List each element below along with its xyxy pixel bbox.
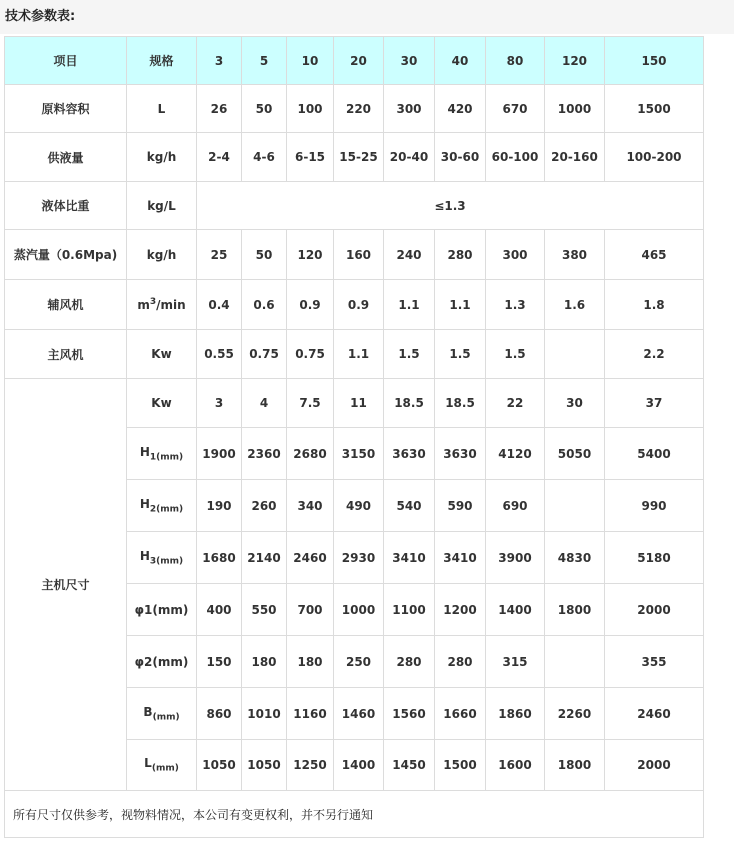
item-label: 蒸汽量（0.6Mpa) [5,230,127,280]
value-cell: 22 [486,379,545,428]
value-cell: 15-25 [334,133,384,182]
value-cell: 160 [334,230,384,280]
value-cell: 860 [197,688,242,740]
value-cell: 590 [435,480,486,532]
table-row [5,85,704,133]
value-cell: 250 [334,636,384,688]
item-label: 主风机 [5,330,127,379]
value-cell: 0.9 [287,280,334,330]
value-cell: 315 [486,636,545,688]
value-cell: 2140 [242,532,287,584]
value-cell: 180 [242,636,287,688]
value-cell: 355 [605,636,704,688]
footer-row [5,791,704,838]
value-cell: 0.75 [287,330,334,379]
value-cell: 300 [486,230,545,280]
unit-cell: kg/h [127,133,197,182]
value-cell: 220 [334,85,384,133]
value-cell: 1660 [435,688,486,740]
value-cell: 50 [242,230,287,280]
unit-cell: Kw [127,330,197,379]
unit-cell [127,480,197,532]
value-cell: 30 [545,379,605,428]
value-cell: 490 [334,480,384,532]
value-cell: 0.55 [197,330,242,379]
value-cell: 2460 [287,532,334,584]
value-cell: 3410 [435,532,486,584]
value-cell: 30-60 [435,133,486,182]
page-title: 技术参数表: [0,0,734,34]
table-row [5,330,704,379]
value-cell: 1560 [384,688,435,740]
spec-table [4,36,704,838]
value-cell: 1500 [435,740,486,791]
item-label: 原料容积 [5,85,127,133]
value-cell: 1000 [545,85,605,133]
unit-main: B [143,704,153,719]
value-cell: 1500 [605,85,704,133]
value-cell: 2360 [242,428,287,480]
value-cell: 4-6 [242,133,287,182]
value-cell: 2000 [605,740,704,791]
value-cell: 990 [605,480,704,532]
unit-cell: kg/h [127,230,197,280]
value-cell: 1400 [486,584,545,636]
value-cell [545,480,605,532]
value-cell: 3900 [486,532,545,584]
main-size-label: 主机尺寸 [5,379,127,791]
unit-sub: 2(mm) [149,504,184,515]
value-cell: 1.1 [435,280,486,330]
value-cell: 0.6 [242,280,287,330]
value-cell: 0.9 [334,280,384,330]
value-cell: 2680 [287,428,334,480]
column-header: 3 [197,37,242,85]
unit-main: Kw [151,396,172,410]
unit-sub: 1(mm) [149,452,184,463]
value-cell: 5400 [605,428,704,480]
value-cell: 2000 [605,584,704,636]
value-cell: 260 [242,480,287,532]
value-cell: 300 [384,85,435,133]
value-cell: 4 [242,379,287,428]
value-cell: 465 [605,230,704,280]
value-cell: 1100 [384,584,435,636]
unit-sub: (mm) [152,712,180,723]
value-cell: 100-200 [605,133,704,182]
value-cell: 4120 [486,428,545,480]
unit-cell: kg/L [127,182,197,230]
value-cell: 7.5 [287,379,334,428]
value-cell: 150 [197,636,242,688]
value-cell: 50 [242,85,287,133]
value-cell: 20-160 [545,133,605,182]
unit-main: φ1(mm) [134,602,189,617]
value-cell: 6-15 [287,133,334,182]
column-header: 80 [486,37,545,85]
unit-cell [127,280,197,330]
unit-cell [127,532,197,584]
value-cell: 1800 [545,584,605,636]
column-header: 项目 [5,37,127,85]
value-cell [545,330,605,379]
value-cell: 1.5 [486,330,545,379]
value-cell: 1.8 [605,280,704,330]
value-cell: 3150 [334,428,384,480]
value-cell: 190 [197,480,242,532]
value-cell: 1.5 [384,330,435,379]
value-cell: 1.1 [384,280,435,330]
value-cell: 400 [197,584,242,636]
unit-sub: (mm) [151,763,179,774]
value-cell: 0.4 [197,280,242,330]
value-cell: 1160 [287,688,334,740]
value-cell: 1.1 [334,330,384,379]
column-header: 30 [384,37,435,85]
value-cell: 0.75 [242,330,287,379]
value-cell [545,636,605,688]
value-cell: 1460 [334,688,384,740]
value-cell: 670 [486,85,545,133]
value-cell: 3630 [435,428,486,480]
unit-main: L [144,756,152,771]
unit-sup: 3 [149,297,157,307]
value-cell: 18.5 [384,379,435,428]
value-cell: 690 [486,480,545,532]
unit-cell [127,636,197,688]
value-cell: 1000 [334,584,384,636]
unit-main: H [139,444,150,459]
value-cell: 1250 [287,740,334,791]
footer-note: 所有尺寸仅供参考，视物料情况，本公司有变更权利，并不另行通知 [5,791,704,838]
value-cell: 380 [545,230,605,280]
value-cell: 280 [435,230,486,280]
value-cell: 2460 [605,688,704,740]
value-cell: 25 [197,230,242,280]
value-cell: 18.5 [435,379,486,428]
unit-main: φ2(mm) [134,654,189,669]
value-cell: 4830 [545,532,605,584]
value-cell: 37 [605,379,704,428]
item-label: 供液量 [5,133,127,182]
value-cell: 100 [287,85,334,133]
value-cell: 340 [287,480,334,532]
column-header: 20 [334,37,384,85]
value-cell: 1.3 [486,280,545,330]
item-label: 液体比重 [5,182,127,230]
column-header: 10 [287,37,334,85]
value-cell: 1400 [334,740,384,791]
unit-cell: L [127,85,197,133]
value-cell: 700 [287,584,334,636]
table-row [5,133,704,182]
value-cell: 5180 [605,532,704,584]
value-cell: 180 [287,636,334,688]
value-cell: 1860 [486,688,545,740]
value-cell: 1200 [435,584,486,636]
value-cell: 240 [384,230,435,280]
table-row [5,182,704,230]
column-header: 规格 [127,37,197,85]
column-header: 150 [605,37,704,85]
value-cell: 3410 [384,532,435,584]
value-cell: 1600 [486,740,545,791]
value-cell: 20-40 [384,133,435,182]
column-header: 120 [545,37,605,85]
value-cell: 540 [384,480,435,532]
value-cell: 2.2 [605,330,704,379]
value-cell: 3630 [384,428,435,480]
value-cell: 280 [435,636,486,688]
item-label: 辅风机 [5,280,127,330]
value-cell: 1050 [242,740,287,791]
value-cell: 2930 [334,532,384,584]
value-cell: 26 [197,85,242,133]
unit-cell [127,740,197,791]
unit-main: H [139,548,150,563]
unit-sub: 3(mm) [149,556,184,567]
unit-tail: /min [156,298,186,312]
value-cell: 1050 [197,740,242,791]
unit-cell [127,584,197,636]
value-cell: 280 [384,636,435,688]
value-cell: 1900 [197,428,242,480]
value-cell: 1800 [545,740,605,791]
column-header: 5 [242,37,287,85]
value-cell: 1.5 [435,330,486,379]
value-cell: 1680 [197,532,242,584]
value-cell: 1.6 [545,280,605,330]
table-row [5,379,704,428]
column-header: 40 [435,37,486,85]
value-cell: 2260 [545,688,605,740]
unit-cell [127,428,197,480]
value-cell: 1450 [384,740,435,791]
unit-main: H [139,496,150,511]
unit-main: m [137,298,150,312]
value-cell: 3 [197,379,242,428]
table-row [5,280,704,330]
value-cell: 11 [334,379,384,428]
value-cell: 420 [435,85,486,133]
value-cell: 60-100 [486,133,545,182]
value-cell: 2-4 [197,133,242,182]
table-header-row [5,37,704,85]
unit-cell [127,688,197,740]
table-row [5,230,704,280]
value-cell: 120 [287,230,334,280]
unit-cell [127,379,197,428]
value-cell: 550 [242,584,287,636]
density-value: ≤1.3 [197,182,704,230]
value-cell: 5050 [545,428,605,480]
value-cell: 1010 [242,688,287,740]
